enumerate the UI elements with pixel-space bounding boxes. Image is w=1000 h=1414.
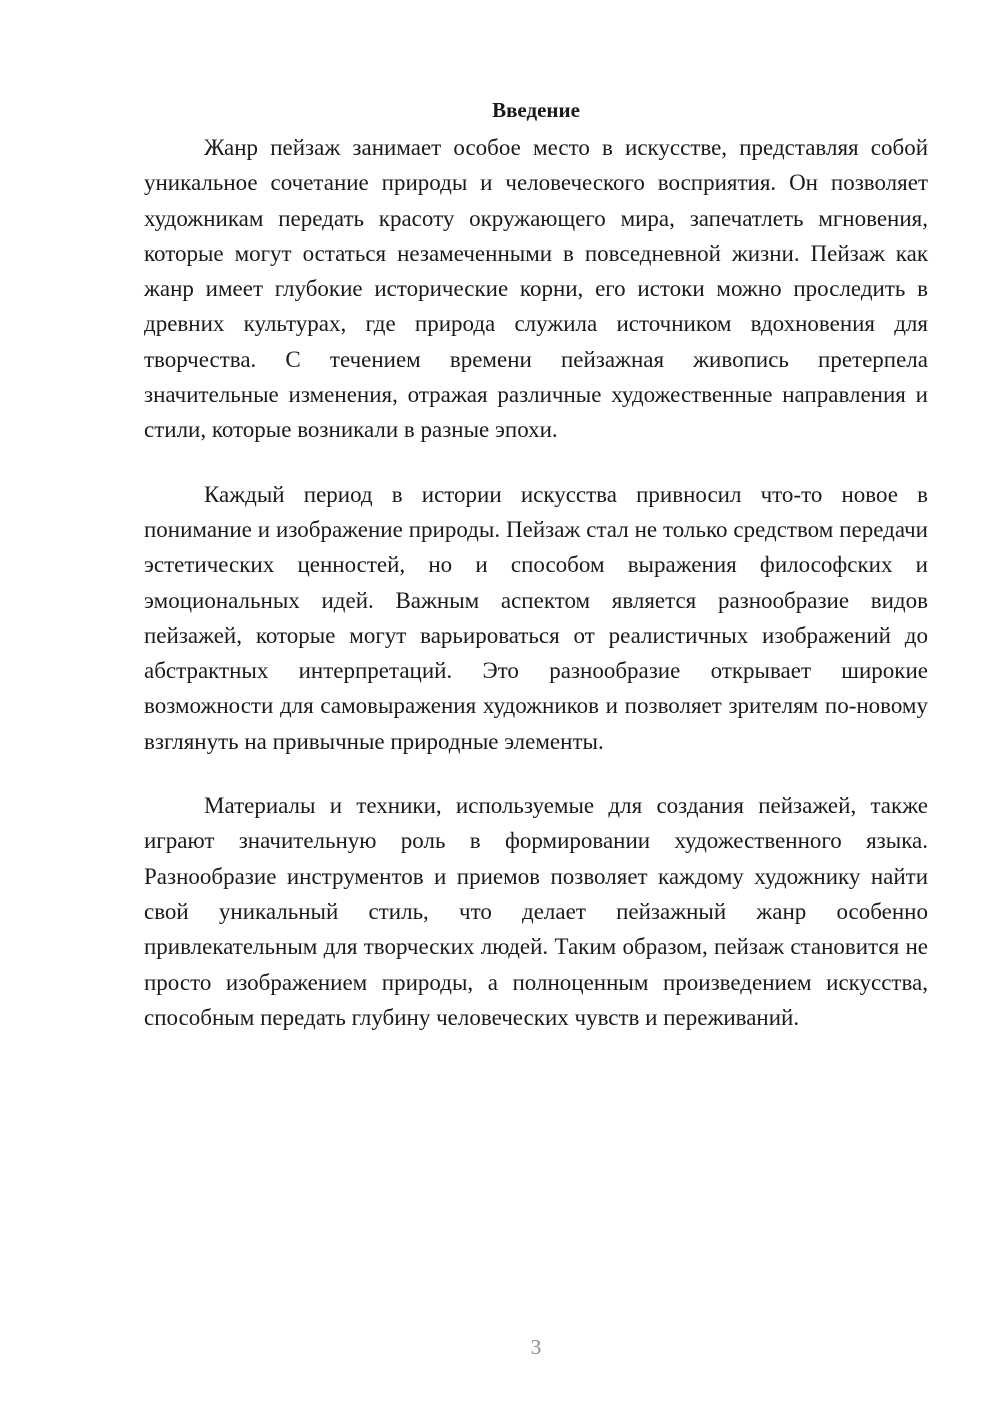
paragraph-3: Материалы и техники, используемые для создания пейзажей, также играют значительную роль в формировании художественного языка. Разнообразие инструментов и приемов позволяет каждому художнику найти свой уникальный стиль, что делает пейзажный жанр особенно привлекательным для творческих людей. Таким образом, пейзаж становится не просто изображением природы, а полноценным произведением искусства, способным передать глубину человеческих чувств и переживаний. <box>144 793 928 1030</box>
page-content <box>144 93 928 1064</box>
page-number: 3 <box>530 1335 542 1359</box>
section-heading: Введение <box>492 98 580 122</box>
paragraph-1: Жанр пейзаж занимает особое место в искусстве, представляя собой уникальное сочетание природы и человеческого восприятия. Он позволяет художникам передать красоту окружающего мира, запечатлеть мгновения, которые могут остаться незамеченными в повседневной жизни. Пейзаж как жанр имеет глубокие исторические корни, его истоки можно проследить в древних культурах, где природа служила источником вдохновения для творчества. С течением времени пейзажная живопись претерпела значительные изменения, отражая различные художественные направления и стили, которые возникали в разные эпохи. <box>144 135 928 443</box>
paragraph-2: Каждый период в истории искусства привносил что-то новое в понимание и изображение природы. Пейзаж стал не только средством передачи эстетических ценностей, но и способом выражения философских и эмоциональных идей. Важным аспектом является разнообразие видов пейзажей, которые могут варьироваться от реалистичных изображений до абстрактных интерпретаций. Это разнообразие открывает широкие возможности для самовыражения художников и позволяет зрителям по-новому взглянуть на привычные природные элементы. <box>144 481 928 754</box>
